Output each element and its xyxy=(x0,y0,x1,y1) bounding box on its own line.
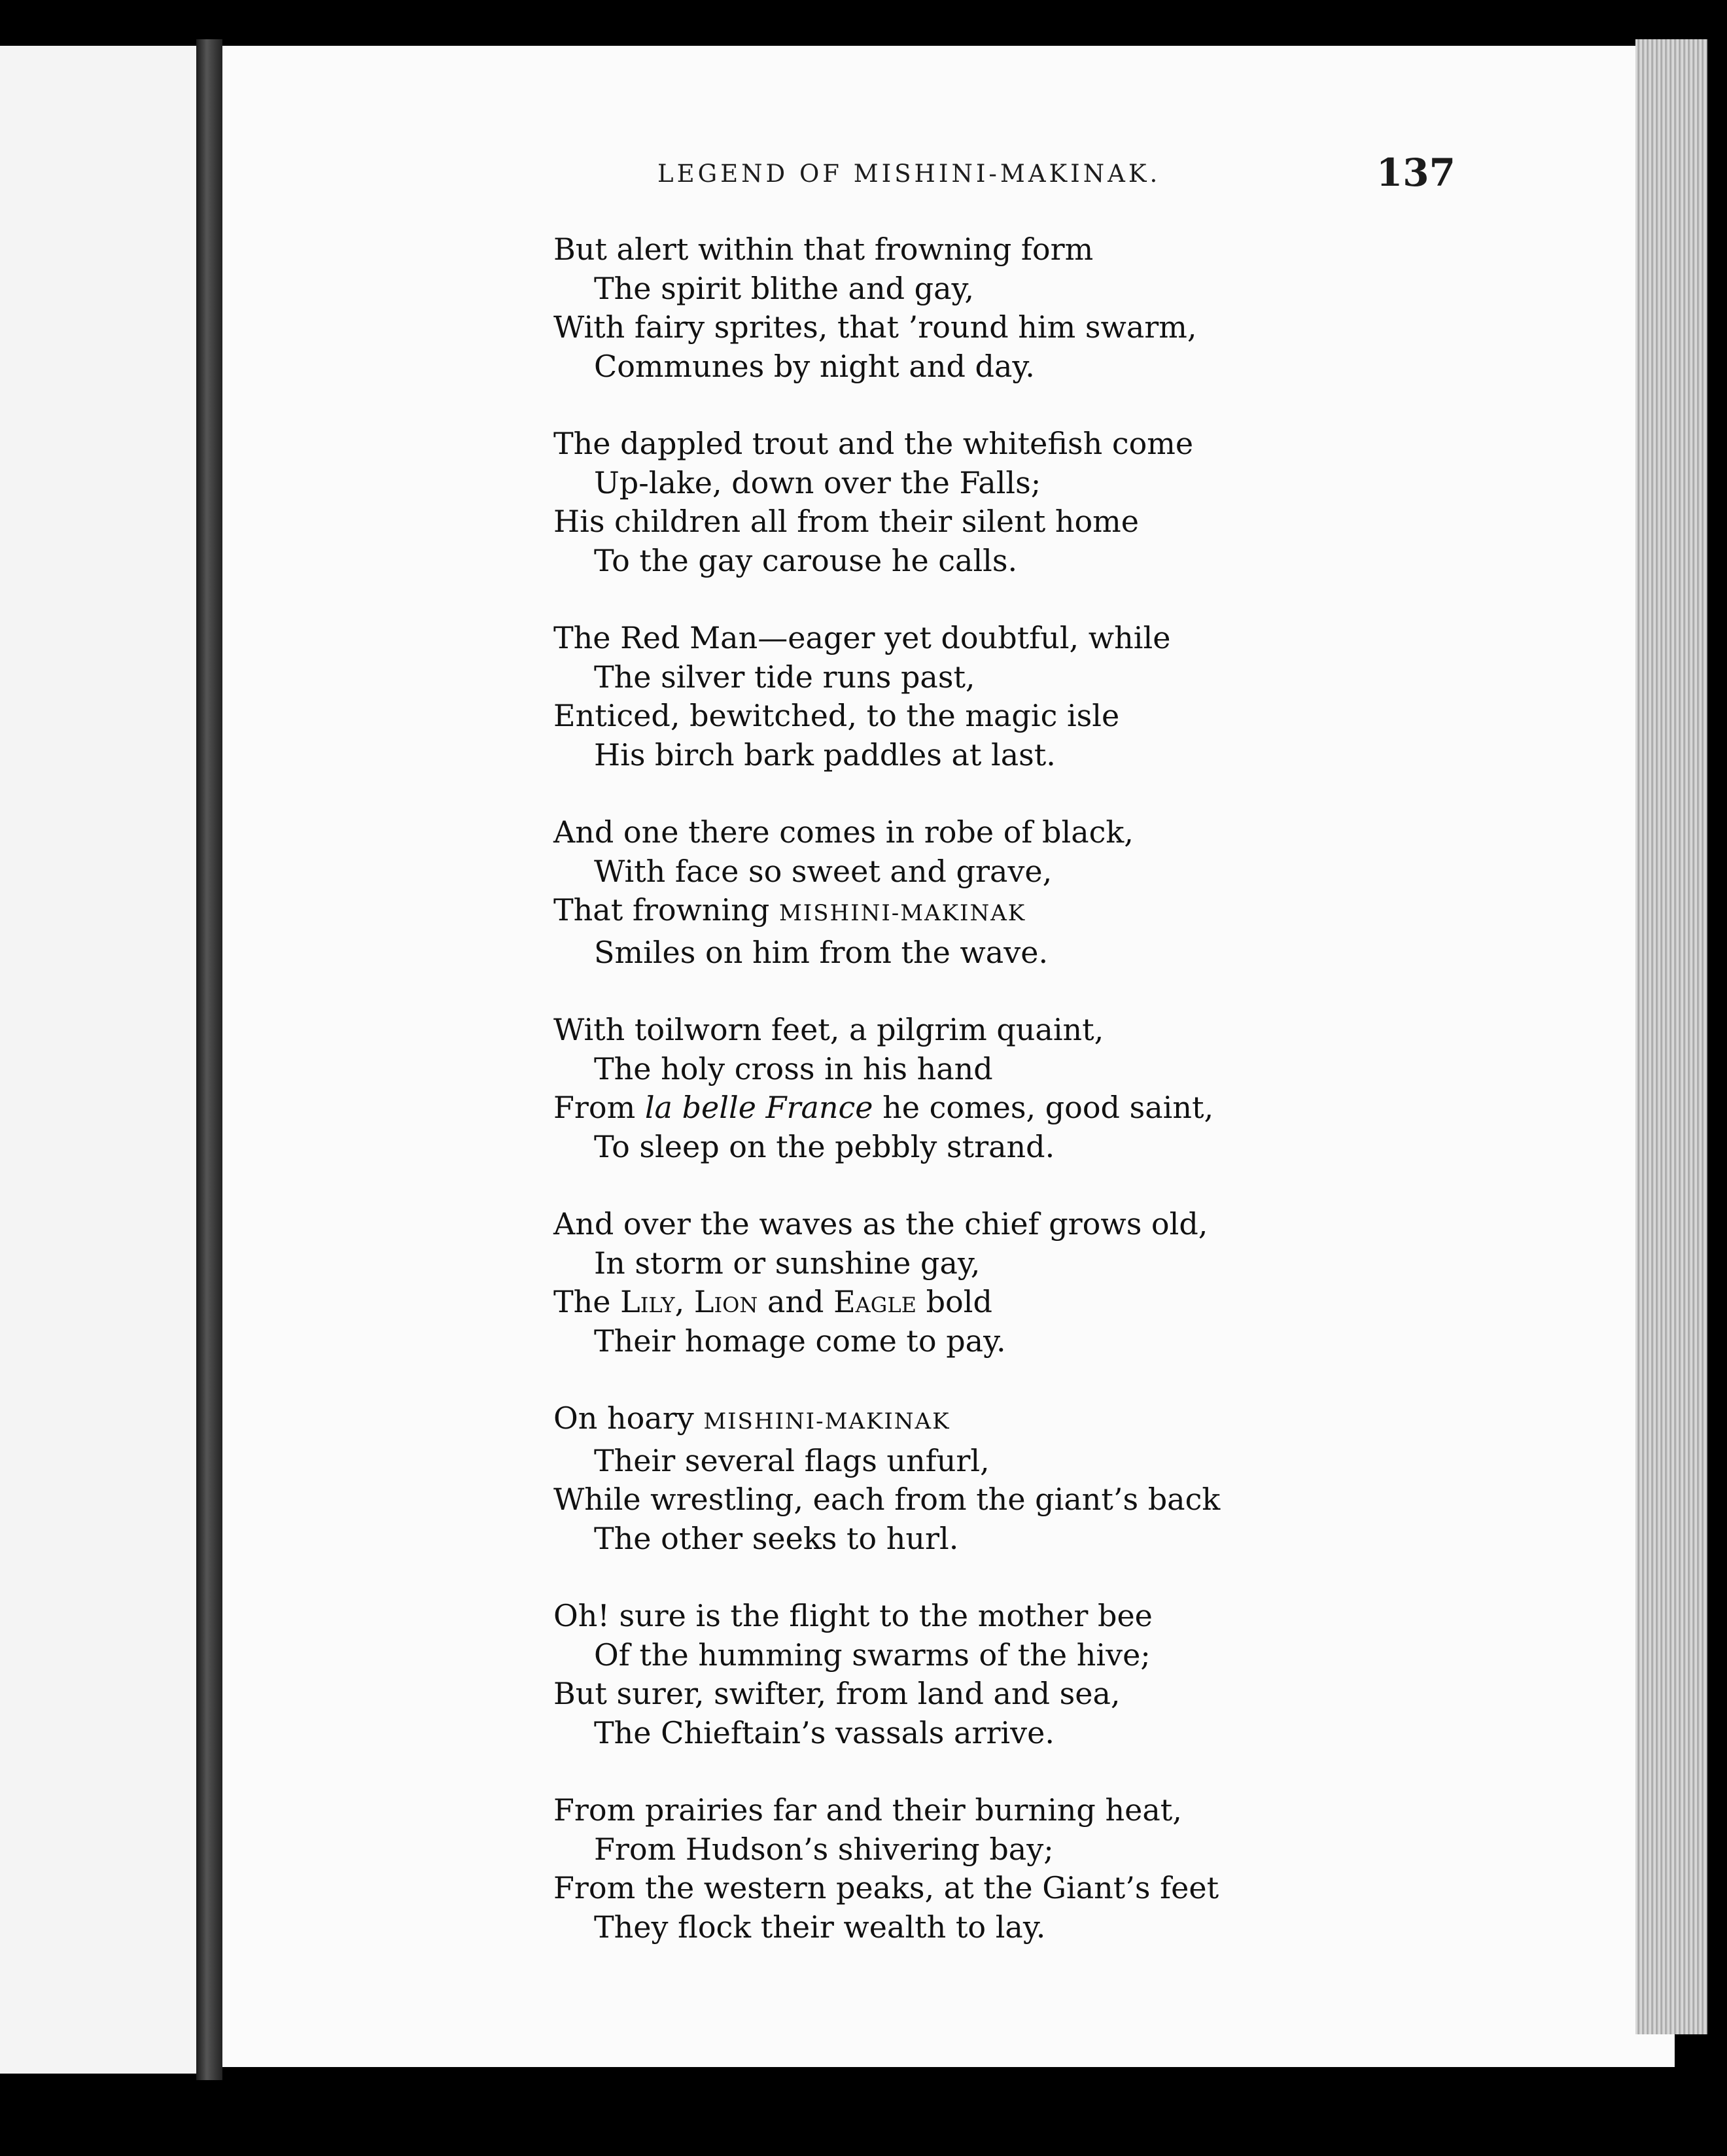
poem-line xyxy=(553,891,1345,933)
poem-line: Communes by night and day. xyxy=(594,348,1035,384)
poem-line: To sleep on the pebbly strand. xyxy=(594,1128,1055,1164)
poem-line: From the western peaks, at the Giant’s feet xyxy=(553,1870,1219,1905)
poem-line: Their several flags unfurl, xyxy=(594,1442,990,1478)
stanza-9 xyxy=(553,1791,1345,1947)
page-number: 137 xyxy=(1376,150,1456,195)
running-head: LEGEND OF MISHINI-MAKINAK. xyxy=(657,160,1161,188)
small-caps-name: Lion xyxy=(693,1284,758,1319)
small-caps-name: Lily xyxy=(620,1284,675,1319)
poem-line: But alert within that frowning form xyxy=(553,232,1094,267)
poem-line: Up-lake, down over the Falls; xyxy=(594,464,1041,500)
poem-line: But surer, swifter, from land and sea, xyxy=(553,1676,1121,1711)
line-segment: bold xyxy=(916,1284,992,1319)
poem-line: The holy cross in his hand xyxy=(594,1051,993,1087)
poem-line: Oh! sure is the flight to the mother bee xyxy=(553,1598,1153,1633)
stanza-6 xyxy=(553,1205,1345,1361)
poem-line xyxy=(553,1399,1345,1442)
line-segment: On hoary xyxy=(553,1400,704,1436)
poem-line: With toilworn feet, a pilgrim quaint, xyxy=(553,1012,1104,1047)
poem-line: The Chieftain’s vassals arrive. xyxy=(594,1714,1055,1750)
poem-line xyxy=(553,1283,1345,1322)
poem-line: To the gay carouse he calls. xyxy=(594,542,1018,578)
poem-line: With face so sweet and grave, xyxy=(594,853,1053,889)
poem-line: From prairies far and their burning heat, xyxy=(553,1792,1182,1828)
left-page-edge xyxy=(0,46,209,2074)
book-gutter xyxy=(196,39,222,2080)
stanza-2 xyxy=(553,425,1345,580)
poem-line: From Hudson’s shivering bay; xyxy=(594,1831,1054,1867)
poem xyxy=(553,230,1345,1985)
stanza-4 xyxy=(553,813,1345,972)
small-caps-name: MISHINI-MAKINAK xyxy=(703,1408,951,1434)
line-segment: he comes, good saint, xyxy=(873,1090,1214,1125)
stanza-3 xyxy=(553,619,1345,774)
poem-line: Their homage come to pay. xyxy=(594,1323,1006,1359)
poem-line: The spirit blithe and gay, xyxy=(594,270,975,306)
poem-line: Smiles on him from the wave. xyxy=(594,934,1049,970)
poem-line: While wrestling, each from the giant’s back xyxy=(553,1482,1221,1517)
italic-phrase: la belle France xyxy=(644,1090,873,1125)
poem-line: His birch bark paddles at last. xyxy=(594,737,1056,773)
poem-line: His children all from their silent home xyxy=(553,504,1140,539)
poem-line: Of the humming swarms of the hive; xyxy=(594,1637,1151,1673)
poem-line xyxy=(553,1088,1345,1128)
poem-line: They flock their wealth to lay. xyxy=(594,1909,1046,1945)
poem-line: The dappled trout and the whitefish come xyxy=(553,426,1194,461)
small-caps-name: MISHINI-MAKINAK xyxy=(778,900,1026,926)
small-caps-name: Eagle xyxy=(833,1284,916,1319)
line-segment: The xyxy=(553,1284,621,1319)
poem-line: Enticed, bewitched, to the magic isle xyxy=(553,698,1120,733)
stanza-8 xyxy=(553,1597,1345,1752)
poem-line: And over the waves as the chief grows old, xyxy=(553,1206,1208,1242)
poem-line: And one there comes in robe of black, xyxy=(553,814,1134,850)
poem-line: The other seeks to hurl. xyxy=(594,1520,959,1556)
line-segment: From xyxy=(553,1090,645,1125)
line-segment: and xyxy=(758,1284,834,1319)
stanza-5 xyxy=(553,1011,1345,1166)
poem-line: The silver tide runs past, xyxy=(594,659,975,695)
page-header xyxy=(657,150,1456,196)
line-segment: That frowning xyxy=(553,892,779,928)
stanza-7 xyxy=(553,1399,1345,1558)
poem-line: The Red Man—eager yet doubtful, while xyxy=(553,620,1171,655)
stanza-1 xyxy=(553,230,1345,386)
page-block-edge xyxy=(1635,39,1707,2034)
poem-line: In storm or sunshine gay, xyxy=(594,1245,981,1281)
line-segment: , xyxy=(674,1284,694,1319)
poem-line: With fairy sprites, that ’round him swarm, xyxy=(553,309,1197,345)
